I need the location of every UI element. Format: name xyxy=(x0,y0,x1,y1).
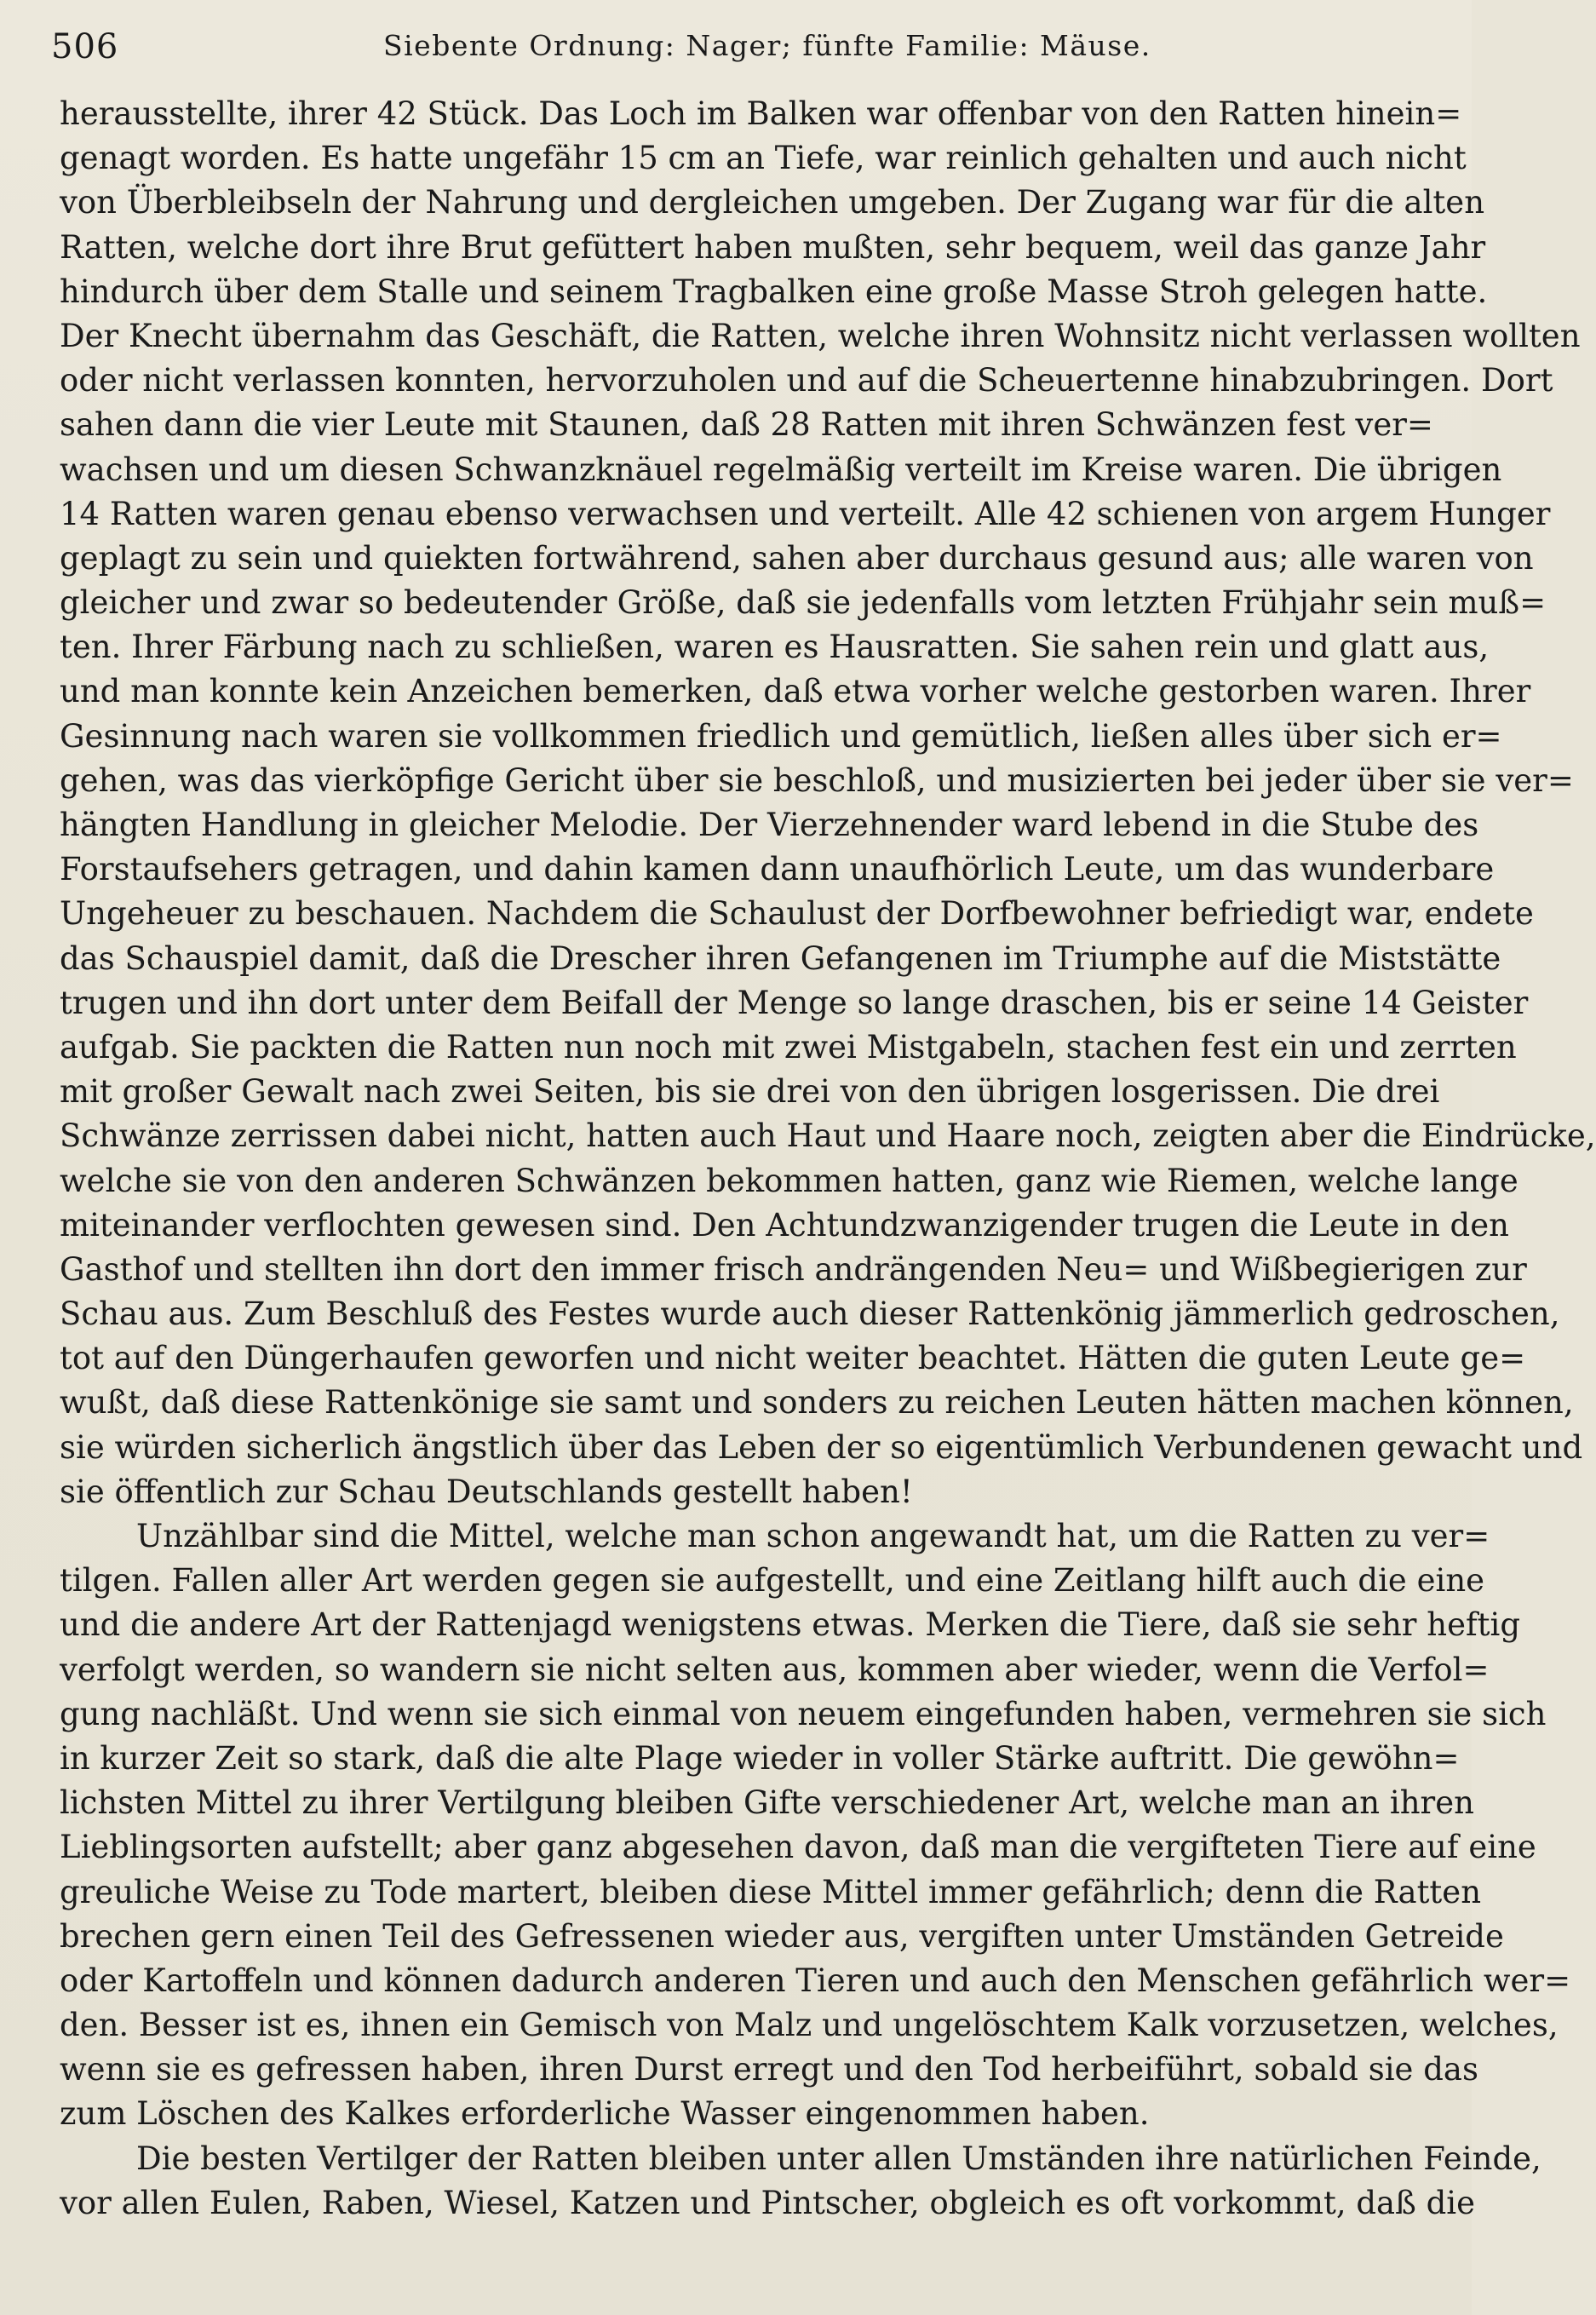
text-line: lichsten Mittel zu ihrer Vertilgung bleiben Gifte verschiedener Art, welche man an ihren xyxy=(60,1784,1474,1822)
paragraph xyxy=(60,2137,1541,2226)
text-line: oder nicht verlassen konnten, hervorzuholen und auf die Scheuertenne hinabzubringen. Dort xyxy=(60,362,1553,399)
text-line: wenn sie es gefressen haben, ihren Durst erregt und den Tod herbeiführt, sobald sie das xyxy=(60,2051,1478,2088)
text-line: Forstaufsehers getragen, und dahin kamen dann unaufhörlich Leute, um das wunderbare xyxy=(60,851,1495,888)
text-line: ten. Ihrer Färbung nach zu schließen, waren es Hausratten. Sie sahen rein und glatt aus, xyxy=(60,629,1490,666)
text-line: das Schauspiel damit, daß die Drescher ihren Gefangenen im Triumphe auf die Miststätte xyxy=(60,939,1501,977)
text-line: sie würden sicherlich ängstlich über das Leben der so eigentümlich Verbundenen gewacht und xyxy=(60,1428,1583,1466)
page-header xyxy=(51,24,1414,75)
text-line: gleicher und zwar so bedeutender Größe, daß sie jedenfalls vom letzten Frühjahr sein muß= xyxy=(60,584,1547,622)
text-line: sahen dann die vier Leute mit Staunen, daß 28 Ratten mit ihren Schwänzen fest ver= xyxy=(60,406,1433,444)
running-head: Siebente Ordnung: Nager; fünfte Familie: Mäuse. xyxy=(383,29,1151,62)
text-line: von Überbleibseln der Nahrung und dergleichen umgeben. Der Zugang war für die alten xyxy=(60,184,1485,221)
text-line: wachsen und um diesen Schwanzknäuel regelmäßig verteilt im Kreise waren. Die übrigen xyxy=(60,451,1502,488)
text-line: und man konnte kein Anzeichen bemerken, daß etwa vorher welche gestorben waren. Ihrer xyxy=(60,673,1531,710)
page-number: 506 xyxy=(51,27,119,66)
text-line: aufgab. Sie packten die Ratten nun noch mit zwei Mistgabeln, stachen fest ein und zerrten xyxy=(60,1028,1517,1066)
text-line: hängten Handlung in gleicher Melodie. Der Vierzehnender ward lebend in die Stube des xyxy=(60,807,1479,843)
paragraph xyxy=(60,92,1596,1514)
paragraph xyxy=(60,1514,1571,2137)
text-line: miteinander verflochten gewesen sind. Den Achtundzwanzigender trugen die Leute in den xyxy=(60,1206,1509,1244)
text-line: Gesinnung nach waren sie vollkommen friedlich und gemütlich, ließen alles über sich er= xyxy=(60,717,1502,755)
text-line: hindurch über dem Stalle und seinem Tragbalken eine große Masse Stroh gelegen hatte. xyxy=(60,273,1488,310)
text-line: trugen und ihn dort unter dem Beifall der Menge so lange draschen, bis er seine 14 Geister xyxy=(60,984,1529,1021)
text-line: brechen gern einen Teil des Gefressenen wieder aus, vergiften unter Umständen Getreide xyxy=(60,1917,1504,1955)
text-line: Schau aus. Zum Beschluß des Festes wurde auch dieser Rattenkönig jämmerlich gedroschen, xyxy=(60,1295,1560,1333)
text-line: greuliche Weise zu Tode martert, bleiben diese Mittel immer gefährlich; denn die Ratten xyxy=(60,1873,1482,1910)
text-line: tot auf den Düngerhaufen geworfen und nicht weiter beachtet. Hätten die guten Leute ge= xyxy=(60,1340,1526,1377)
text-line: Ungeheuer zu beschauen. Nachdem die Schaulust der Dorfbewohner befriedigt war, endete xyxy=(60,895,1534,933)
text-line: und die andere Art der Rattenjagd wenigstens etwas. Merken die Tiere, daß sie sehr heftig xyxy=(60,1606,1521,1644)
text-line: geplagt zu sein und quiekten fortwährend, sahen aber durchaus gesund aus; alle waren von xyxy=(60,539,1534,577)
text-line: Lieblingsorten aufstellt; aber ganz abgesehen davon, daß man die vergifteten Tiere auf eine xyxy=(60,1829,1536,1866)
text-line: den. Besser ist es, ihnen ein Gemisch von Malz und ungelöschtem Kalk vorzusetzen, welches, xyxy=(60,2007,1559,2044)
text-line: sie öffentlich zur Schau Deutschlands gestellt haben! xyxy=(60,1473,913,1510)
text-line: Gasthof und stellten ihn dort den immer frisch andrängenden Neu= und Wißbegierigen zur xyxy=(60,1250,1527,1288)
text-line: 14 Ratten waren genau ebenso verwachsen und verteilt. Alle 42 schienen von argem Hunger xyxy=(60,495,1551,532)
text-line: in kurzer Zeit so stark, daß die alte Plage wieder in voller Stärke auftritt. Die gewöhn= xyxy=(60,1739,1460,1777)
body-text xyxy=(60,92,1596,2226)
text-line: wußt, daß diese Rattenkönige sie samt und sonders zu reichen Leuten hätten machen können, xyxy=(60,1384,1574,1422)
text-line: gehen, was das vierköpfige Gericht über sie beschloß, und musizierten bei jeder über sie ver= xyxy=(60,761,1574,799)
text-line: gung nachläßt. Und wenn sie sich einmal von neuem eingefunden haben, vermehren sie sich xyxy=(60,1695,1547,1732)
text-line: Die besten Vertilger der Ratten bleiben unter allen Umständen ihre natürlichen Feinde, xyxy=(136,2140,1541,2177)
text-line: Ratten, welche dort ihre Brut gefüttert haben mußten, sehr bequem, weil das ganze Jahr xyxy=(60,228,1486,266)
text-line: tilgen. Fallen aller Art werden gegen sie aufgestellt, und eine Zeitlang hilft auch die eine xyxy=(60,1562,1485,1600)
text-line: genagt worden. Es hatte ungefähr 15 cm an Tiefe, war reinlich gehalten und auch nicht xyxy=(60,140,1467,177)
text-line: mit großer Gewalt nach zwei Seiten, bis sie drei von den übrigen losgerissen. Die drei xyxy=(60,1073,1440,1111)
text-line: welche sie von den anderen Schwänzen bekommen hatten, ganz wie Riemen, welche lange xyxy=(60,1162,1518,1199)
text-line: vor allen Eulen, Raben, Wiesel, Katzen und Pintscher, obgleich es oft vorkommt, daß die xyxy=(60,2184,1476,2221)
text-line: herausstellte, ihrer 42 Stück. Das Loch im Balken war offenbar von den Ratten hinein= xyxy=(60,95,1462,132)
text-line: oder Kartoffeln und können dadurch anderen Tieren und auch den Menschen gefährlich wer= xyxy=(60,1962,1571,1999)
text-line: Unzählbar sind die Mittel, welche man schon angewandt hat, um die Ratten zu ver= xyxy=(136,1518,1490,1554)
text-line: Der Knecht übernahm das Geschäft, die Ratten, welche ihren Wohnsitz nicht verlassen wollten xyxy=(60,317,1581,354)
text-line: Schwänze zerrissen dabei nicht, hatten auch Haut und Haare noch, zeigten aber die Eindrücke, xyxy=(60,1117,1596,1155)
text-line: verfolgt werden, so wandern sie nicht selten aus, kommen aber wieder, wenn die Verfol= xyxy=(60,1651,1490,1688)
text-line: zum Löschen des Kalkes erforderliche Wasser eingenommen haben. xyxy=(60,2095,1150,2133)
